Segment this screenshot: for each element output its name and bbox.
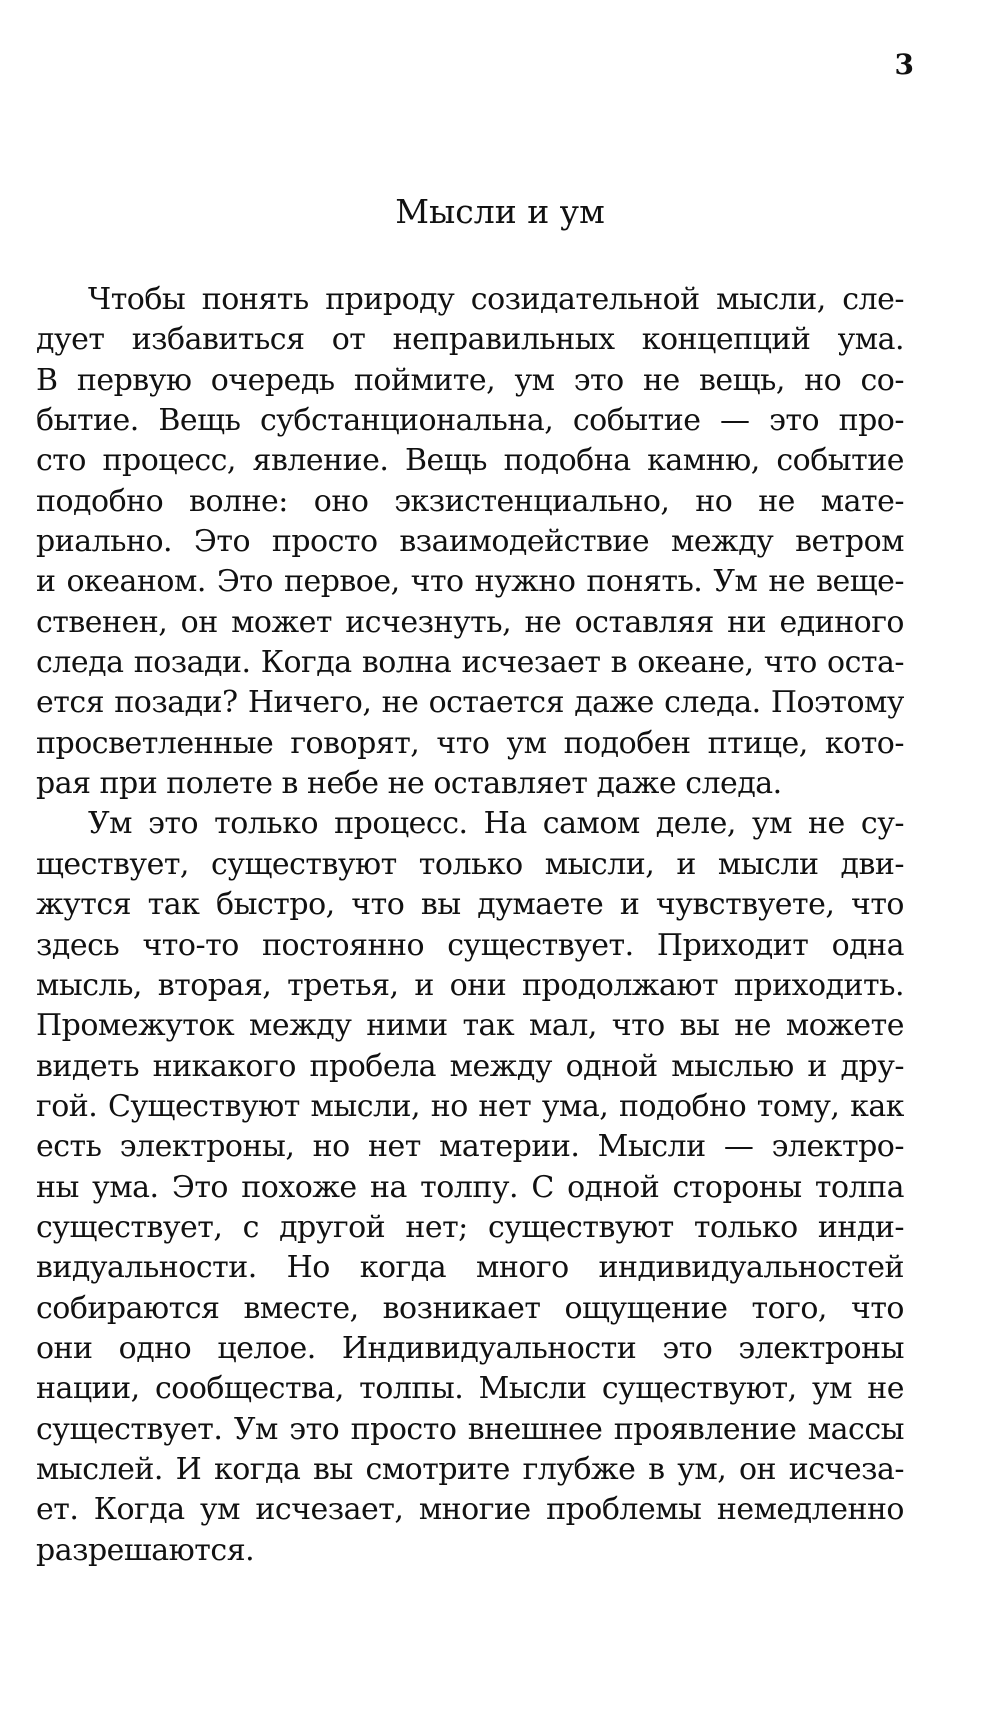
text-line: следа позади. Когда волна исчезает в океане, что оста-: [36, 645, 904, 681]
text-line: ществует, существуют только мысли, и мысли дви-: [36, 846, 904, 882]
text-line: сто процесс, явление. Вещь подобна камню, событие: [36, 443, 904, 479]
text-line: просветленные говорят, что ум подобен птице, кото-: [36, 725, 904, 761]
text-line: подобно волне: оно экзистенциально, но не мате-: [36, 483, 904, 519]
text-line: риально. Это просто взаимодействие между ветром: [36, 524, 904, 560]
page-number: 3: [894, 48, 914, 81]
text-line: ет. Когда ум исчезает, многие проблемы немедленно: [36, 1492, 904, 1528]
text-line: жутся так быстро, что вы думаете и чувствуете, что: [36, 887, 904, 923]
body-text: [36, 280, 904, 1571]
text-line: видеть никакого пробела между одной мыслью и дру-: [36, 1048, 904, 1084]
text-line: видуальности. Но когда много индивидуальностей: [36, 1250, 904, 1286]
text-line: ственен, он может исчезнуть, не оставляя ни единого: [36, 604, 904, 640]
text-line: разрешаются.: [36, 1532, 255, 1568]
text-line: ется позади? Ничего, не остается даже следа. Поэтому: [36, 685, 904, 721]
text-line: собираются вместе, возникает ощущение того, что: [36, 1290, 904, 1326]
text-line: Промежуток между ними так мал, что вы не можете: [36, 1008, 904, 1044]
text-line: В первую очередь поймите, ум это не вещь, но со-: [36, 362, 904, 398]
text-line: Чтобы понять природу созидательной мысли, сле-: [88, 282, 904, 317]
text-line: нации, сообщества, толпы. Мысли существуют, ум не: [36, 1371, 904, 1407]
text-line: ны ума. Это похоже на толпу. С одной стороны толпа: [36, 1169, 904, 1205]
text-line: и океаном. Это первое, что нужно понять. Ум не веще-: [36, 564, 904, 600]
text-line: существует, с другой нет; существуют только инди-: [36, 1209, 904, 1245]
text-line: бытие. Вещь субстанциональна, событие — это про-: [36, 403, 904, 439]
text-line: дует избавиться от неправильных концепций ума.: [36, 322, 904, 358]
text-line: гой. Существуют мысли, но нет ума, подобно тому, как: [36, 1088, 904, 1124]
text-line: Ум это только процесс. На самом деле, ум не су-: [88, 806, 904, 842]
text-line: существует. Ум это просто внешнее проявление массы: [36, 1411, 904, 1447]
text-line: мыслей. И когда вы смотрите глубже в ум, он исчеза-: [36, 1451, 904, 1487]
text-line: мысль, вторая, третья, и они продолжают приходить.: [36, 967, 904, 1003]
text-line: есть электроны, но нет материи. Мысли — электро-: [36, 1129, 904, 1165]
text-line: рая при полете в небе не оставляет даже следа.: [36, 766, 782, 802]
text-line: они одно целое. Индивидуальности это электроны: [36, 1330, 904, 1366]
text-line: здесь что-то постоянно существует. Приходит одна: [36, 927, 904, 963]
chapter-title: Мысли и ум: [395, 192, 605, 231]
